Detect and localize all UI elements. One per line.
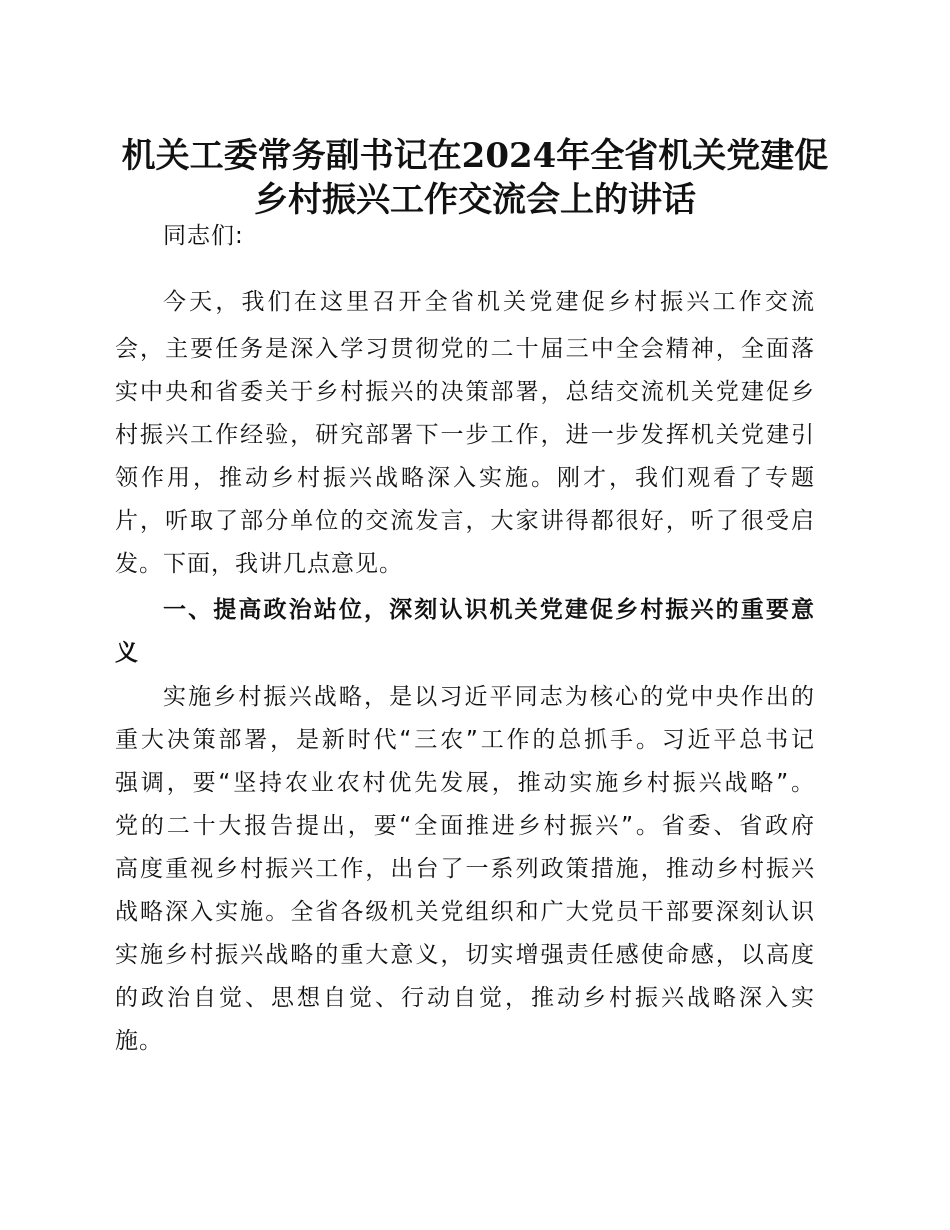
paragraph-1-line: 领作用，推动乡村振兴战略深入实施。刚才，我们观看了专题 [115, 465, 815, 491]
paragraph-1-line: 村振兴工作经验，研究部署下一步工作，进一步发挥机关党建引 [115, 422, 815, 448]
paragraph-2-line: 施。 [115, 1028, 163, 1054]
salutation: 同志们: [163, 223, 244, 249]
paragraph-1-line: 片，听取了部分单位的交流发言，大家讲得都很好，听了很受启 [115, 508, 815, 534]
section-heading-1: 一、提高政治站位，深刻认识机关党建促乡村振兴的重要意 [163, 597, 815, 623]
section-heading-1: 义 [115, 640, 139, 666]
paragraph-2-line: 实施乡村振兴战略的重大意义，切实增强责任感使命感，以高度 [115, 942, 815, 968]
paragraph-2-line: 战略深入实施。全省各级机关党组织和广大党员干部要深刻认识 [115, 899, 815, 925]
paragraph-2-line: 重大决策部署，是新时代“三农”工作的总抓手。习近平总书记 [115, 727, 815, 753]
paragraph-1-line: 实中央和省委关于乡村振兴的决策部署，总结交流机关党建促乡 [115, 379, 815, 405]
paragraph-2-line: 党的二十大报告提出，要“全面推进乡村振兴”。省委、省政府 [115, 813, 815, 839]
paragraph-1-line: 发。下面，我讲几点意见。 [115, 551, 403, 577]
paragraph-2-line: 实施乡村振兴战略，是以习近平同志为核心的党中央作出的 [163, 684, 815, 710]
paragraph-1-line: 会，主要任务是深入学习贯彻党的二十届三中全会精神，全面落 [115, 336, 815, 362]
paragraph-2-line: 强调，要“坚持农业农村优先发展，推动实施乡村振兴战略”。 [115, 770, 815, 796]
paragraph-2-line: 的政治自觉、思想自觉、行动自觉，推动乡村振兴战略深入实 [115, 985, 815, 1011]
document-title-line-2: 乡村振兴工作交流会上的讲话 [254, 180, 696, 220]
document-title-line-1: 机关工委常务副书记在2024年全省机关党建促 [121, 136, 829, 176]
paragraph-2-line: 高度重视乡村振兴工作，出台了一系列政策措施，推动乡村振兴 [115, 856, 815, 882]
paragraph-1-line: 今天，我们在这里召开全省机关党建促乡村振兴工作交流 [163, 289, 815, 315]
